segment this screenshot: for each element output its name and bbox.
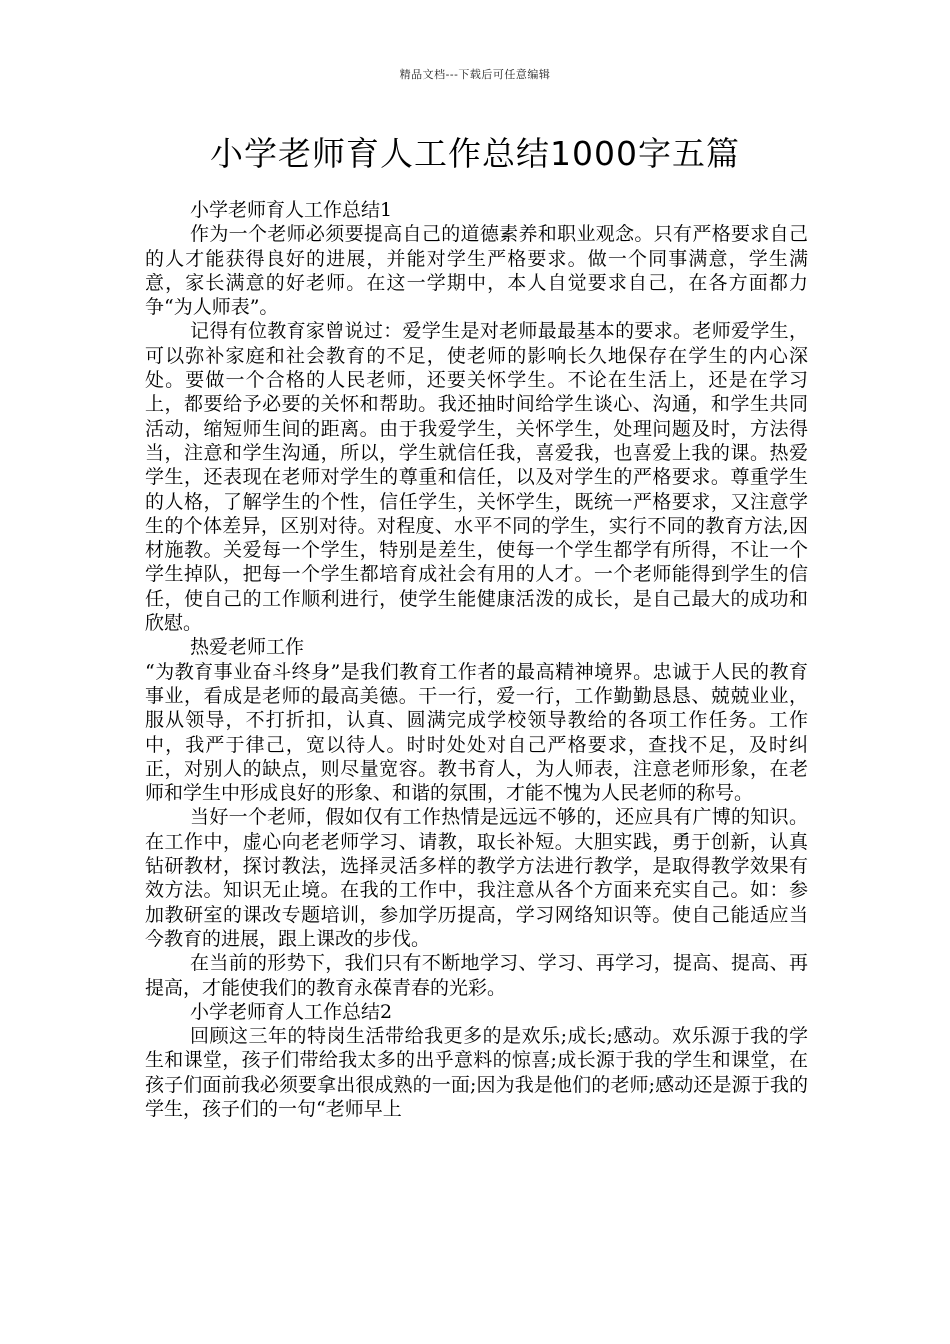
paragraph: 回顾这三年的特岗生活带给我更多的是欢乐;成长;感动。欢乐源于我的学生和课堂，孩子们带给我太多的出乎意料的惊喜;成长源于我的学生和课堂，在孩子们面前我必须要拿出很成熟的一面;因为我是他们的老师;感动还是源于我的学生，孩子们的一句“老师早上 [145, 1025, 808, 1120]
section-heading-1: 小学老师育人工作总结1 [190, 199, 393, 221]
paragraph: 记得有位教育家曾说过：爱学生是对老师最最基本的要求。老师爱学生，可以弥补家庭和社会教育的不足，使老师的影响长久地保存在学生的内心深处。要做一个合格的人民老师，还要关怀学生。不论在生活上，还是在学习上，都要给予必要的关怀和帮助。我还抽时间给学生谈心、沟通，和学生共同活动，缩短师生间的距离。由于我爱学生，关怀学生，处理问题及时，方法得当，注意和学生沟通，所以，学生就信任我，喜爱我，也喜爱上我的课。热爱学生，还表现在老师对学生的尊重和信任，以及对学生的严格要求。尊重学生的人格，了解学生的个性，信任学生，关怀学生，既统一严格要求，又注意学生的个体差异，区别对待。对程度、水平不同的学生，实行不同的教育方法,因材施教。关爱每一个学生，特别是差生，使每一个学生都学有所得，不让一个学生掉队，把每一个学生都培育成社会有用的人才。一个老师能得到学生的信任，使自己的工作顺利进行，使学生能健康活泼的成长，是自己最大的成功和欣慰。 [145, 320, 808, 635]
paragraph: 作为一个老师必须要提高自己的道德素养和职业观念。只有严格要求自己的人才能获得良好的进展，并能对学生严格要求。做一个同事满意，学生满意，家长满意的好老师。在这一学期中，本人自觉要求自己，在各方面都力争“为人师表”。 [145, 223, 808, 319]
section-heading-2: 小学老师育人工作总结2 [190, 1000, 393, 1023]
paragraph: “为教育事业奋斗终身”是我们教育工作者的最高精神境界。忠诚于人民的教育事业，看成是老师的最高美德。干一行，爱一行，工作勤勤恳恳、兢兢业业，服从领导，不打折扣，认真、圆满完成学校领导教给的各项工作任务。工作中，我严于律己，宽以待人。时时处处对自己严格要求，查找不足，及时纠正，对别人的缺点，则尽量宽容。教书育人，为人师表，注意老师形象，在老师和学生中形成良好的形象、和谐的氛围，才能不愧为人民老师的称号。 [145, 660, 808, 805]
document-body [145, 198, 808, 1121]
paragraph: 当好一个老师，假如仅有工作热情是远远不够的，还应具有广博的知识。在工作中，虚心向老老师学习、请教，取长补短。大胆实践，勇于创新，认真钻研教材，探讨教法，选择灵活多样的教学方法进行教学，是取得教学效果有效方法。知识无止境。在我的工作中，我注意从各个方面来充实自己。如：参加教研室的课改专题培训，参加学历提高，学习网络知识等。使自己能适应当今教育的进展，跟上课改的步伐。 [145, 806, 808, 950]
paragraph: 在当前的形势下，我们只有不断地学习、学习、再学习，提高、提高、再提高，才能使我们的教育永葆青春的光彩。 [145, 952, 808, 999]
page-header: 精品文档---下载后可任意编辑 [399, 68, 551, 81]
document-title: 小学老师育人工作总结1000字五篇 [210, 134, 740, 173]
subheading-love-teaching: 热爱老师工作 [190, 636, 305, 659]
